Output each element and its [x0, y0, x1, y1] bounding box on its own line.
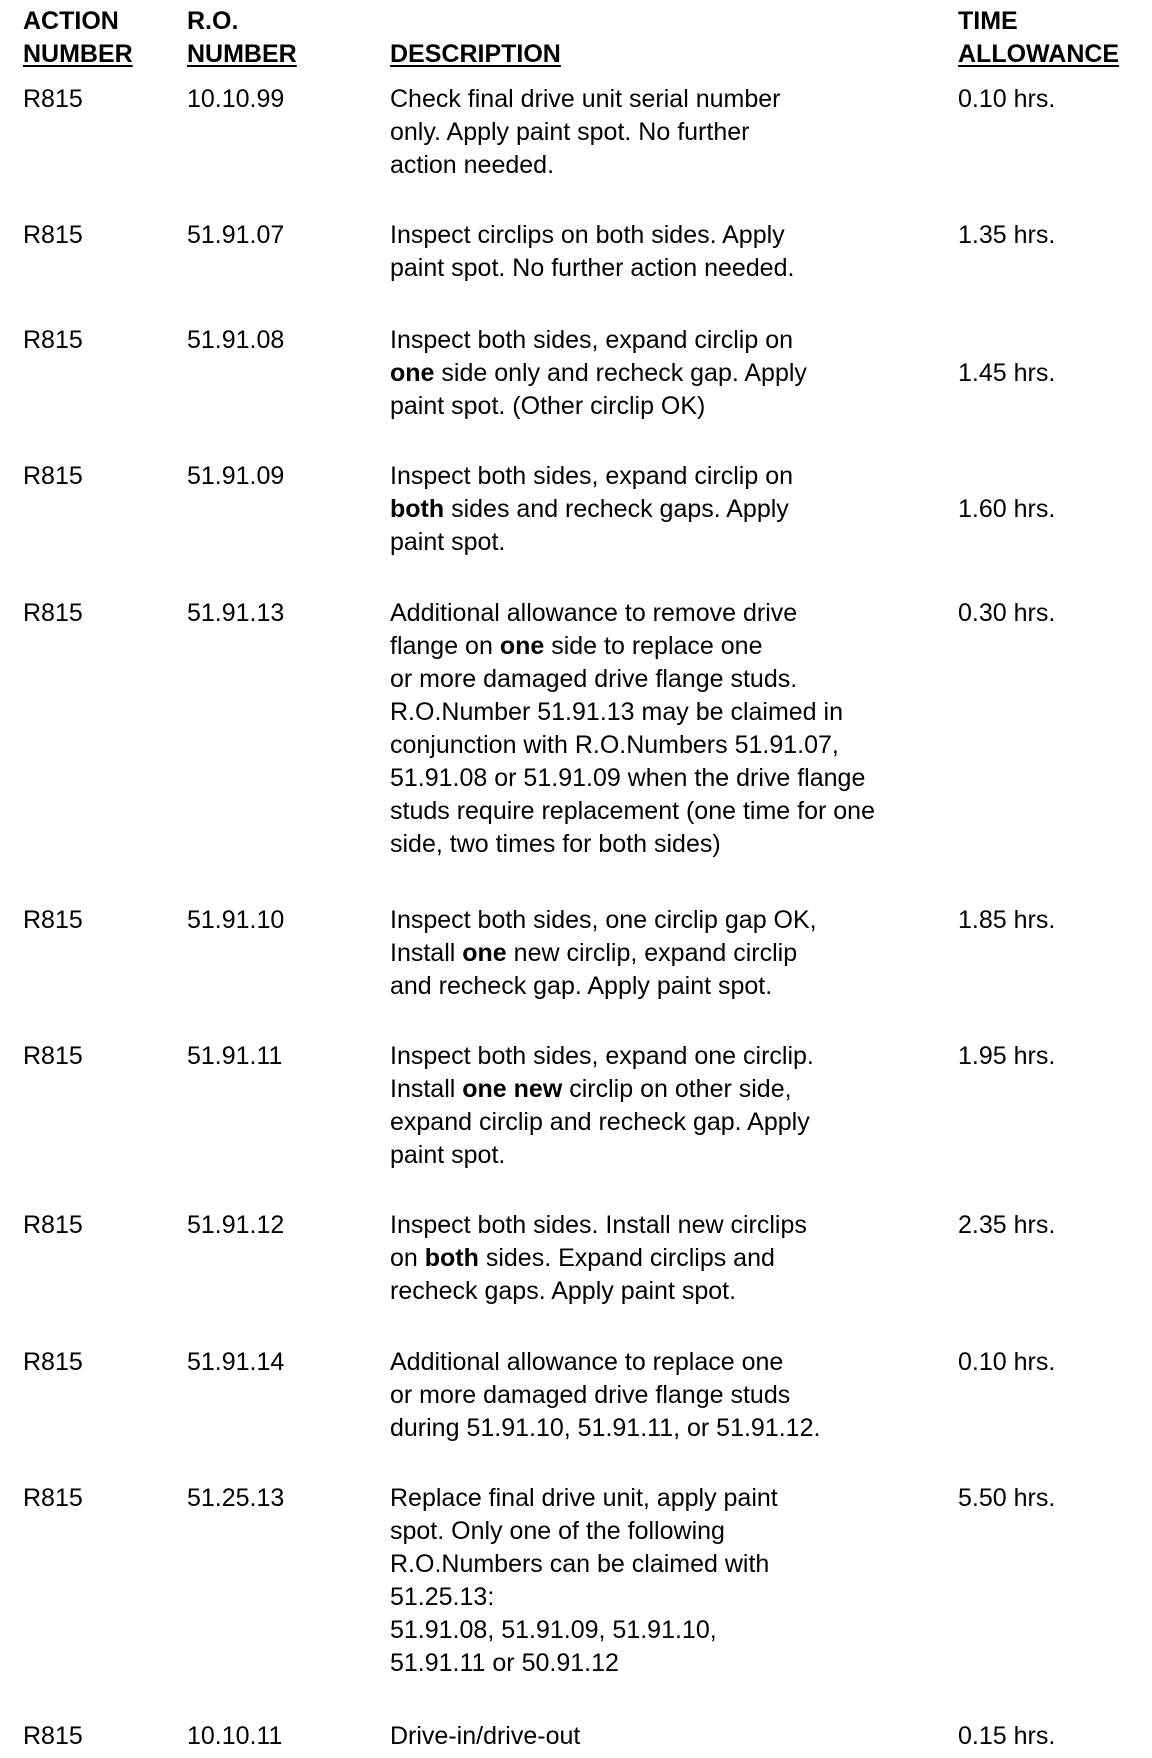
- description-text: Inspect both sides, one circlip gap OK,: [390, 906, 817, 934]
- description-text: 51.91.11 or 50.91.12: [390, 1649, 619, 1677]
- ro-number: 10.10.11: [187, 1722, 283, 1750]
- description-line: [390, 937, 990, 970]
- ro-number: 51.91.09: [187, 462, 285, 490]
- description-line: [390, 1720, 990, 1753]
- emphasis-text: one: [499, 632, 545, 660]
- action-number: R815: [23, 326, 83, 354]
- description-text: Inspect circlips on both sides. Apply: [390, 221, 785, 249]
- description-line: [390, 630, 990, 663]
- description-line: [390, 252, 990, 285]
- time-allowance: 1.95 hrs.: [958, 1042, 1056, 1070]
- description-text: 51.25.13:: [390, 1583, 495, 1611]
- description: [390, 1346, 990, 1445]
- description-line: [390, 1073, 990, 1106]
- description-text: side to replace one: [544, 632, 763, 660]
- description-text: Inspect both sides, expand one circlip.: [390, 1042, 814, 1070]
- description-text: Inspect both sides. Install new circlips: [390, 1211, 807, 1239]
- action-number: R815: [23, 599, 83, 627]
- description-line: [390, 970, 990, 1003]
- description-text: new circlip, expand circlip: [506, 939, 798, 967]
- description-line: [390, 116, 990, 149]
- description-text: Install: [390, 939, 463, 967]
- emphasis-text: one: [390, 359, 435, 387]
- description-text: Install: [390, 1075, 463, 1103]
- ro-number: 51.91.13: [187, 599, 285, 627]
- description-text: conjunction with R.O.Numbers 51.91.07,: [390, 731, 839, 759]
- description-text: and recheck gap. Apply paint spot.: [390, 972, 773, 1000]
- header-action-line1: ACTION: [23, 7, 119, 35]
- description-line: [390, 83, 990, 116]
- description-line: [390, 219, 990, 252]
- description-line: [390, 1346, 990, 1379]
- description-text: side only and recheck gap. Apply: [434, 359, 807, 387]
- description-text: side, two times for both sides): [390, 830, 721, 858]
- description-line: [390, 663, 990, 696]
- description-text: Additional allowance to replace one: [390, 1348, 784, 1376]
- description-text: expand circlip and recheck gap. Apply: [390, 1108, 810, 1136]
- header-description-label: DESCRIPTION: [390, 40, 561, 68]
- description-text: Inspect both sides, expand circlip on: [390, 326, 794, 354]
- description-text: studs require replacement (one time for one: [390, 797, 875, 825]
- description: [390, 1209, 990, 1308]
- header-ro-number: [187, 5, 297, 71]
- emphasis-text: both: [390, 495, 445, 523]
- description-text: during 51.91.10, 51.91.11, or 51.91.12.: [390, 1414, 821, 1442]
- description-text: flange on: [390, 632, 500, 660]
- description-text: circlip on other side,: [562, 1075, 792, 1103]
- time-allowance: 1.60 hrs.: [958, 495, 1056, 523]
- time-allowance: 1.45 hrs.: [958, 359, 1056, 387]
- action-number: R815: [23, 1211, 83, 1239]
- time-allowance: 5.50 hrs.: [958, 1484, 1056, 1512]
- description-text: 51.91.08 or 51.91.09 when the drive flange: [390, 764, 866, 792]
- description-line: [390, 1209, 990, 1242]
- description-text: 51.91.08, 51.91.09, 51.91.10,: [390, 1616, 717, 1644]
- description-line: [390, 526, 990, 559]
- description: [390, 904, 990, 1003]
- description-line: [390, 357, 990, 390]
- description-line: [390, 904, 990, 937]
- description-line: [390, 493, 990, 526]
- description-line: [390, 324, 990, 357]
- description-text: sides. Expand circlips and: [478, 1244, 775, 1272]
- time-allowance: 2.35 hrs.: [958, 1211, 1056, 1239]
- header-action-line2: NUMBER: [23, 40, 133, 68]
- description-text: paint spot. No further action needed.: [390, 254, 795, 282]
- description-line: [390, 1379, 990, 1412]
- ro-number: 51.91.10: [187, 906, 285, 934]
- ro-number: 51.25.13: [187, 1484, 285, 1512]
- description-text: R.O.Numbers can be claimed with: [390, 1550, 770, 1578]
- description-line: [390, 1647, 990, 1680]
- description-line: [390, 149, 990, 182]
- header-time-line2: ALLOWANCE: [958, 40, 1120, 68]
- ro-number: 51.91.12: [187, 1211, 285, 1239]
- time-allowance: 1.35 hrs.: [958, 221, 1056, 249]
- description-line: [390, 390, 990, 423]
- ro-number: 51.91.07: [187, 221, 285, 249]
- description-text: Inspect both sides, expand circlip on: [390, 462, 794, 490]
- description-line: [390, 1548, 990, 1581]
- description: [390, 1040, 990, 1172]
- description: [390, 1720, 990, 1753]
- action-number: R815: [23, 1042, 83, 1070]
- action-number: R815: [23, 1722, 83, 1750]
- emphasis-text: one new: [462, 1075, 563, 1103]
- description-text: recheck gaps. Apply paint spot.: [390, 1277, 737, 1305]
- time-allowance: 0.30 hrs.: [958, 599, 1056, 627]
- header-time-allowance: [958, 5, 1119, 71]
- time-allowance: 0.15 hrs.: [958, 1722, 1056, 1750]
- time-allowance: 1.85 hrs.: [958, 906, 1056, 934]
- description-text: only. Apply paint spot. No further: [390, 118, 750, 146]
- description-line: [390, 1275, 990, 1308]
- description-text: or more damaged drive flange studs: [390, 1381, 791, 1409]
- description-text: paint spot. (Other circlip OK): [390, 392, 706, 420]
- description-line: [390, 1106, 990, 1139]
- time-allowance: 0.10 hrs.: [958, 85, 1056, 113]
- description-text: spot. Only one of the following: [390, 1517, 725, 1545]
- description-text: sides and recheck gaps. Apply: [444, 495, 789, 523]
- description-text: Replace final drive unit, apply paint: [390, 1484, 778, 1512]
- description-line: [390, 729, 990, 762]
- header-ro-line1: R.O.: [187, 7, 239, 35]
- description-line: [390, 1515, 990, 1548]
- description-line: [390, 828, 990, 861]
- ro-number: 51.91.11: [187, 1042, 283, 1070]
- emphasis-text: one: [462, 939, 507, 967]
- description-text: Drive-in/drive-out: [390, 1722, 581, 1750]
- description-line: [390, 1614, 990, 1647]
- emphasis-text: both: [424, 1244, 479, 1272]
- description: [390, 460, 990, 559]
- ro-number: 51.91.14: [187, 1348, 285, 1376]
- description-text: paint spot.: [390, 528, 506, 556]
- action-number: R815: [23, 1484, 83, 1512]
- description-line: [390, 1040, 990, 1073]
- ro-number: 51.91.08: [187, 326, 285, 354]
- action-number: R815: [23, 221, 83, 249]
- action-number: R815: [23, 1348, 83, 1376]
- description-line: [390, 597, 990, 630]
- description-line: [390, 460, 990, 493]
- description-text: paint spot.: [390, 1141, 506, 1169]
- action-number: R815: [23, 906, 83, 934]
- description-text: R.O.Number 51.91.13 may be claimed in: [390, 698, 843, 726]
- description-text: on: [390, 1244, 425, 1272]
- description-line: [390, 1242, 990, 1275]
- description-line: [390, 1482, 990, 1515]
- description: [390, 597, 990, 861]
- action-number: R815: [23, 462, 83, 490]
- action-number: R815: [23, 85, 83, 113]
- header-ro-line2: NUMBER: [187, 40, 297, 68]
- description-text: Check final drive unit serial number: [390, 85, 781, 113]
- header-time-line1: TIME: [958, 7, 1018, 35]
- description-text: action needed.: [390, 151, 555, 179]
- description: [390, 219, 990, 285]
- description-line: [390, 762, 990, 795]
- description-line: [390, 696, 990, 729]
- ro-number: 10.10.99: [187, 85, 285, 113]
- header-action-number: [23, 5, 133, 71]
- time-allowance: 0.10 hrs.: [958, 1348, 1056, 1376]
- header-description: [390, 38, 561, 71]
- description-line: [390, 1581, 990, 1614]
- description-line: [390, 1412, 990, 1445]
- description-text: or more damaged drive flange studs.: [390, 665, 798, 693]
- description-line: [390, 795, 990, 828]
- description: [390, 324, 990, 423]
- description-text: Additional allowance to remove drive: [390, 599, 798, 627]
- description: [390, 1482, 990, 1680]
- description-line: [390, 1139, 990, 1172]
- description: [390, 83, 990, 182]
